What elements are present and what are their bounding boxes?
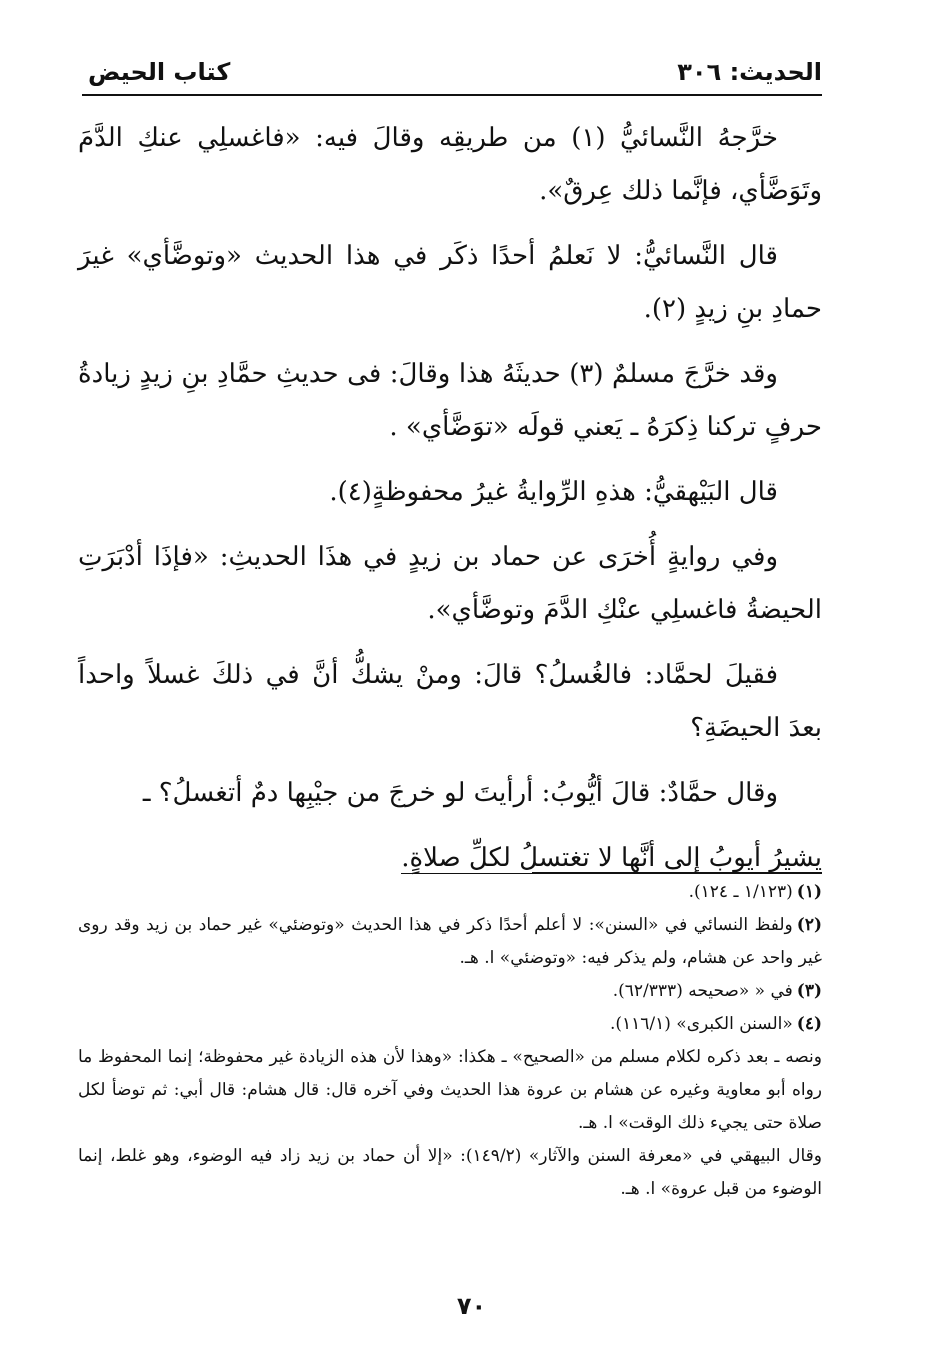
footnote-number: (٣) [796, 981, 822, 1001]
page-number: ٧٠ [456, 1292, 487, 1320]
book-title: كتاب الحيض [88, 58, 231, 86]
footnote [78, 1008, 822, 1041]
footnote-text: «السنن الكبرى» (١١٦/١). [609, 1014, 793, 1034]
footnote [78, 876, 822, 909]
underlined-text: يشيرُ أيوبُ إلى أنَّها لا تغتسلُ لكلِّ صلاةٍ. [401, 843, 822, 873]
footnote-number: (٢) [796, 915, 822, 935]
footnote-separator [532, 872, 822, 874]
paragraph: وفي روايةٍ أُخرَى عن حماد بن زيدٍ في هذَا الحديثِ: «فإذَا أدْبَرَتِ الحيضةُ فاغسلِي عنْكِ الدَّمَ وتوضَّأي». [78, 542, 822, 625]
main-text [78, 112, 822, 897]
footnote-continuation: وقال البيهقي في «معرفة السنن والآثار» (١٤٩/٢): «إلا أن حماد بن زيد زاد فيه الوضوء، وهو غلط، إنما الوضوء من قبل عروة» ا. هـ. [78, 1146, 822, 1199]
paragraph: وقد خرَّجَ مسلمٌ (٣) حديثَهُ هذا وقالَ: فى حديثِ حمَّادِ بنِ زيدٍ زيادةُ حرفٍ تركنا ذِكرَهُ ـ يَعني قولَه «توَضَّأي» . [78, 359, 822, 442]
paragraph: قال البَيْهقيُّ: هذهِ الرِّوايةُ غيرُ محفوظةٍ(٤). [329, 477, 778, 507]
footnote-continuation: ونصه ـ بعد ذكره لكلام مسلم من «الصحيح» ـ هكذا: «وهذا لأن هذه الزيادة غير محفوظة؛ إنما المحفوظ ما رواه أبو معاوية وغيره عن هشام بن عروة هذا الحديث وفي آخره قال: قال هشام: قال أبي: ثم توضأ لكل صلاة حتى يجيء ذلك الوقت» ا. هـ. [78, 1047, 822, 1133]
footnote-text: (١/١٢٣ ـ ١٢٤). [688, 882, 793, 902]
footnote-number: (١) [796, 882, 822, 902]
footnote-text: ولفظ النسائي في «السنن»: لا أعلم أحدًا ذكر في هذا الحديث «وتوضئي» غير حماد بن زيد وقد روى غير واحد عن هشام، ولم يذكر فيه: «وتوضئي» ا. هـ. [78, 915, 822, 968]
paragraph: وقال حمَّادٌ: قالَ أيُّوبُ: أرأيتَ لو خرجَ من جيْبِها دمٌ أتغسلُ؟ ـ [142, 778, 778, 808]
footnote [78, 975, 822, 1008]
footnote-number: (٤) [796, 1014, 822, 1034]
hadith-number: الحديث: ٣٠٦ [677, 58, 822, 86]
paragraph: خرَّجهُ النَّسائيُّ (١) من طريقِه وقالَ فيه: «فاغسلِي عنكِ الدَّمَ وتَوَضَّأي، فإنَّما ذلك عِرقٌ». [78, 123, 822, 206]
running-header [82, 54, 822, 96]
paragraph: قال النَّسائيُّ: لا نَعلمُ أحدًا ذكَر في هذا الحديث «وتوضَّأي» غيرَ حمادِ بنِ زيدٍ (٢). [78, 241, 822, 324]
footnote-text: في « «صحيحه (٦٢/٣٣٣). [612, 981, 793, 1001]
footnote [78, 909, 822, 975]
footnotes [78, 876, 822, 1206]
paragraph: فقيلَ لحمَّاد: فالغُسلُ؟ قالَ: ومنْ يشكُّ أنَّ في ذلكَ غسلاً واحداً بعدَ الحيضَةِ؟ [78, 660, 822, 743]
